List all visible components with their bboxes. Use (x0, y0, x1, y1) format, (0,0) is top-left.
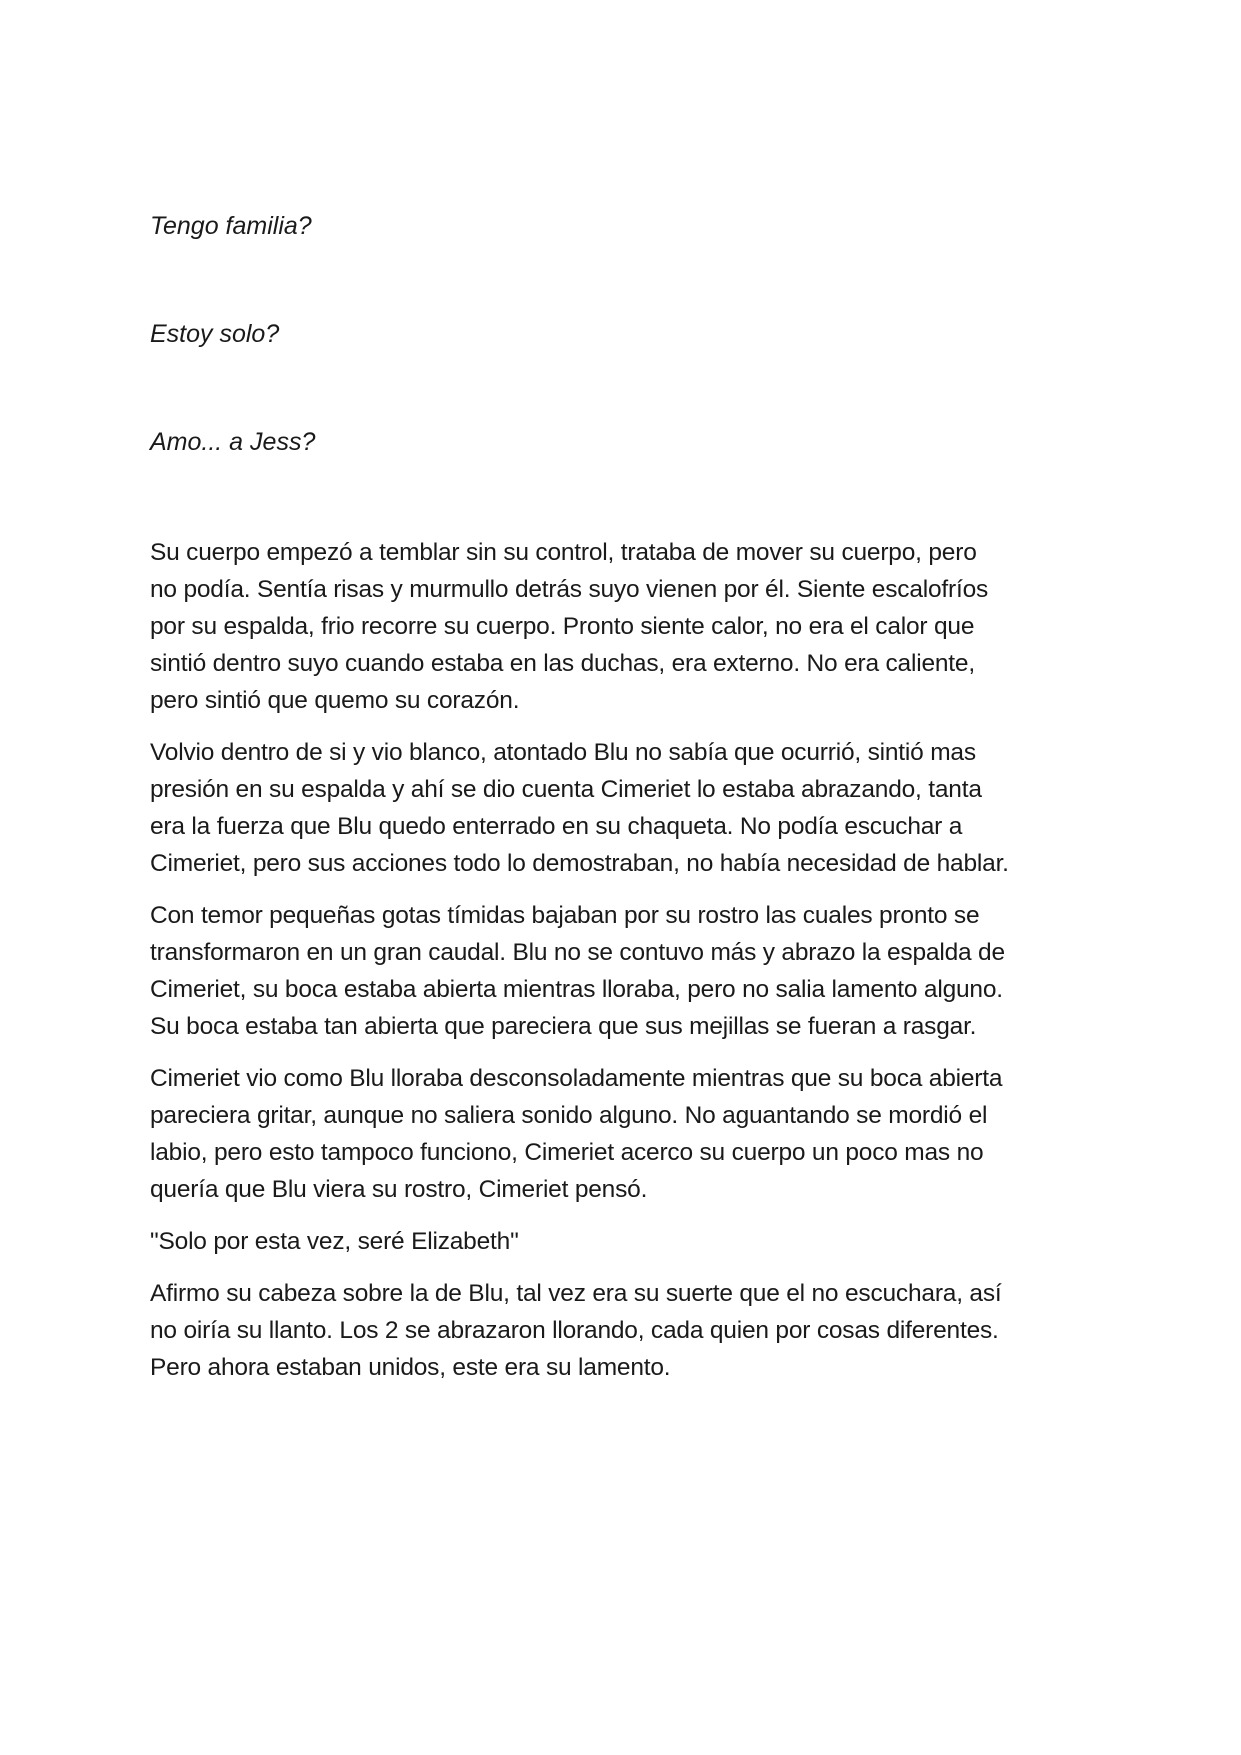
paragraph (150, 897, 1100, 1045)
paragraph-quote (150, 1223, 1100, 1260)
paragraph-line: Afirmo su cabeza sobre la de Blu, tal vez era su suerte que el no escuchara, así (150, 1280, 1002, 1307)
paragraph-line: Cimeriet, pero sus acciones todo lo demostraban, no había necesidad de hablar. (150, 850, 1009, 877)
paragraph-line: transformaron en un gran caudal. Blu no se contuvo más y abrazo la espalda de (150, 939, 1005, 966)
paragraph-line: Con temor pequeñas gotas tímidas bajaban por su rostro las cuales pronto se (150, 902, 980, 929)
paragraph-line: era la fuerza que Blu quedo enterrado en su chaqueta. No podía escuchar a (150, 813, 963, 840)
paragraph-line: no oiría su llanto. Los 2 se abrazaron llorando, cada quien por cosas diferentes. (150, 1317, 999, 1344)
paragraph-line: Pero ahora estaban unidos, este era su lamento. (150, 1354, 671, 1381)
italic-question-2: Estoy solo? (150, 320, 280, 348)
body-text (150, 534, 1100, 1401)
paragraph-line: presión en su espalda y ahí se dio cuenta Cimeriet lo estaba abrazando, tanta (150, 776, 982, 803)
paragraph-line: Su cuerpo empezó a temblar sin su control, trataba de mover su cuerpo, pero (150, 539, 977, 566)
paragraph-line: no podía. Sentía risas y murmullo detrás suyo vienen por él. Siente escalofríos (150, 576, 989, 603)
paragraph-line: sintió dentro suyo cuando estaba en las duchas, era externo. No era caliente, (150, 650, 975, 677)
paragraph (150, 734, 1100, 882)
italic-question-3: Amo... a Jess? (150, 428, 316, 456)
paragraph (150, 534, 1100, 719)
paragraph (150, 1060, 1100, 1208)
paragraph-line: quería que Blu viera su rostro, Cimeriet pensó. (150, 1176, 648, 1203)
paragraph-line: Cimeriet vio como Blu lloraba desconsoladamente mientras que su boca abierta (150, 1065, 1003, 1092)
paragraph-line: Cimeriet, su boca estaba abierta mientras lloraba, pero no salia lamento alguno. (150, 976, 1003, 1003)
paragraph (150, 1275, 1100, 1386)
paragraph-line: labio, pero esto tampoco funciono, Cimeriet acerco su cuerpo un poco mas no (150, 1139, 984, 1166)
paragraph-line: "Solo por esta vez, seré Elizabeth" (150, 1228, 519, 1255)
paragraph-line: por su espalda, frio recorre su cuerpo. Pronto siente calor, no era el calor que (150, 613, 975, 640)
paragraph-line: pero sintió que quemo su corazón. (150, 687, 520, 714)
paragraph-line: Volvio dentro de si y vio blanco, atontado Blu no sabía que ocurrió, sintió mas (150, 739, 976, 766)
paragraph-line: Su boca estaba tan abierta que pareciera que sus mejillas se fueran a rasgar. (150, 1013, 977, 1040)
italic-question-1: Tengo familia? (150, 212, 312, 240)
paragraph-line: pareciera gritar, aunque no saliera sonido alguno. No aguantando se mordió el (150, 1102, 988, 1129)
